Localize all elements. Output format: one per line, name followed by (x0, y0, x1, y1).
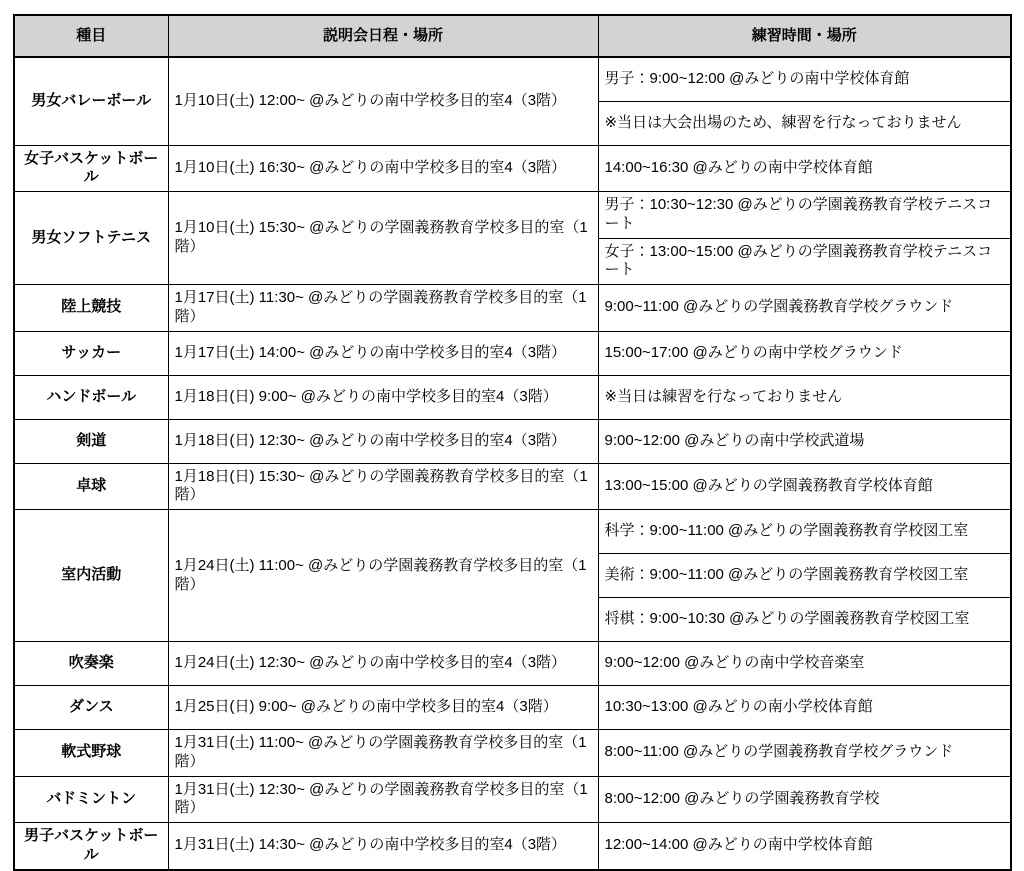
practice-cell: ※当日は練習を行なっておりません (598, 375, 1011, 419)
event-cell: 男女バレーボール (14, 57, 168, 145)
practice-cell: 9:00~11:00 @みどりの学園義務教育学校グラウンド (598, 285, 1011, 332)
session-cell: 1月10日(土) 16:30~ @みどりの南中学校多目的室4（3階） (168, 145, 598, 192)
session-cell: 1月25日(日) 9:00~ @みどりの南中学校多目的室4（3階） (168, 686, 598, 730)
event-cell: 卓球 (14, 463, 168, 510)
table-row (14, 823, 1011, 870)
event-cell: 陸上競技 (14, 285, 168, 332)
practice-cell: 男子：10:30~12:30 @みどりの学園義務教育学校テニスコート (598, 192, 1011, 239)
event-cell: ダンス (14, 686, 168, 730)
session-cell: 1月17日(土) 11:30~ @みどりの学園義務教育学校多目的室（1階） (168, 285, 598, 332)
practice-cell: 男子：9:00~12:00 @みどりの南中学校体育館 (598, 57, 1011, 101)
table-row (14, 375, 1011, 419)
table-row (14, 642, 1011, 686)
table-row (14, 145, 1011, 192)
session-cell: 1月18日(日) 9:00~ @みどりの南中学校多目的室4（3階） (168, 375, 598, 419)
practice-cell: ※当日は大会出場のため、練習を行なっておりません (598, 101, 1011, 145)
event-cell: 男女ソフトテニス (14, 192, 168, 285)
table-row (14, 331, 1011, 375)
practice-cell: 13:00~15:00 @みどりの学園義務教育学校体育館 (598, 463, 1011, 510)
table-row (14, 730, 1011, 777)
session-cell: 1月18日(日) 12:30~ @みどりの南中学校多目的室4（3階） (168, 419, 598, 463)
practice-cell: 美術：9:00~11:00 @みどりの学園義務教育学校図工室 (598, 554, 1011, 598)
practice-cell: 女子：13:00~15:00 @みどりの学園義務教育学校テニスコート (598, 238, 1011, 285)
header-practice: 練習時間・場所 (598, 15, 1011, 57)
practice-cell: 9:00~12:00 @みどりの南中学校武道場 (598, 419, 1011, 463)
session-cell: 1月31日(土) 14:30~ @みどりの南中学校多目的室4（3階） (168, 823, 598, 870)
event-cell: 剣道 (14, 419, 168, 463)
session-cell: 1月18日(日) 15:30~ @みどりの学園義務教育学校多目的室（1階） (168, 463, 598, 510)
event-cell: ハンドボール (14, 375, 168, 419)
practice-cell: 8:00~12:00 @みどりの学園義務教育学校 (598, 776, 1011, 823)
header-row (14, 15, 1011, 57)
event-cell: 軟式野球 (14, 730, 168, 777)
session-cell: 1月17日(土) 14:00~ @みどりの南中学校多目的室4（3階） (168, 331, 598, 375)
session-cell: 1月31日(土) 12:30~ @みどりの学園義務教育学校多目的室（1階） (168, 776, 598, 823)
event-cell: サッカー (14, 331, 168, 375)
club-schedule-table (13, 14, 1012, 871)
header-event: 種目 (14, 15, 168, 57)
practice-cell: 12:00~14:00 @みどりの南中学校体育館 (598, 823, 1011, 870)
session-cell: 1月24日(土) 11:00~ @みどりの学園義務教育学校多目的室（1階） (168, 510, 598, 642)
table-row (14, 285, 1011, 332)
event-cell: 女子バスケットボール (14, 145, 168, 192)
table-row (14, 463, 1011, 510)
header-session: 説明会日程・場所 (168, 15, 598, 57)
session-cell: 1月10日(土) 15:30~ @みどりの学園義務教育学校多目的室（1階） (168, 192, 598, 285)
event-cell: 吹奏楽 (14, 642, 168, 686)
practice-cell: 9:00~12:00 @みどりの南中学校音楽室 (598, 642, 1011, 686)
practice-cell: 8:00~11:00 @みどりの学園義務教育学校グラウンド (598, 730, 1011, 777)
practice-cell: 科学：9:00~11:00 @みどりの学園義務教育学校図工室 (598, 510, 1011, 554)
session-cell: 1月31日(土) 11:00~ @みどりの学園義務教育学校多目的室（1階） (168, 730, 598, 777)
practice-cell: 将棋：9:00~10:30 @みどりの学園義務教育学校図工室 (598, 598, 1011, 642)
practice-cell: 10:30~13:00 @みどりの南小学校体育館 (598, 686, 1011, 730)
table-row (14, 192, 1011, 239)
session-cell: 1月24日(土) 12:30~ @みどりの南中学校多目的室4（3階） (168, 642, 598, 686)
table-row (14, 776, 1011, 823)
event-cell: 室内活動 (14, 510, 168, 642)
practice-cell: 14:00~16:30 @みどりの南中学校体育館 (598, 145, 1011, 192)
session-cell: 1月10日(土) 12:00~ @みどりの南中学校多目的室4（3階） (168, 57, 598, 145)
event-cell: バドミントン (14, 776, 168, 823)
event-cell: 男子バスケットボール (14, 823, 168, 870)
table-row (14, 419, 1011, 463)
practice-cell: 15:00~17:00 @みどりの南中学校グラウンド (598, 331, 1011, 375)
table-row (14, 57, 1011, 101)
table-row (14, 510, 1011, 554)
table-row (14, 686, 1011, 730)
